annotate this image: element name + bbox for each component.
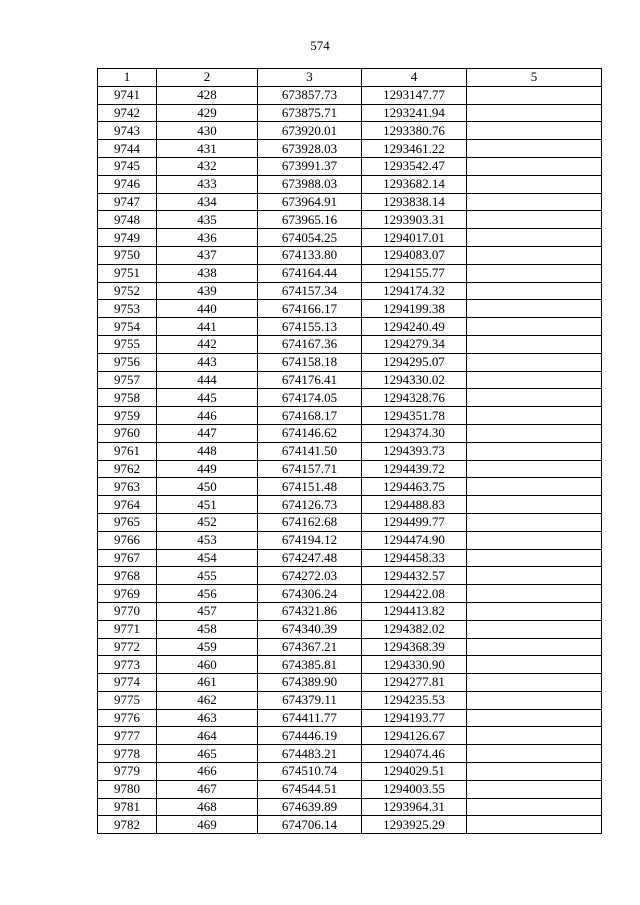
table-cell: 9781 bbox=[98, 798, 157, 816]
table-cell: 1294368.39 bbox=[362, 638, 467, 656]
table-cell: 9759 bbox=[98, 407, 157, 425]
table-cell: 674247.48 bbox=[258, 549, 362, 567]
column-header: 4 bbox=[362, 69, 467, 87]
table-cell bbox=[467, 104, 602, 122]
table-cell: 9780 bbox=[98, 780, 157, 798]
table-cell bbox=[467, 264, 602, 282]
table-cell: 9774 bbox=[98, 674, 157, 692]
table-cell bbox=[467, 620, 602, 638]
table-cell: 9764 bbox=[98, 496, 157, 514]
table-row bbox=[98, 193, 602, 211]
table-cell: 674054.25 bbox=[258, 229, 362, 247]
table-cell: 1294074.46 bbox=[362, 745, 467, 763]
table-cell: 1294328.76 bbox=[362, 389, 467, 407]
table-row bbox=[98, 389, 602, 407]
coordinates-table bbox=[97, 68, 602, 834]
table-cell: 1294240.49 bbox=[362, 318, 467, 336]
table-cell bbox=[467, 424, 602, 442]
table-cell: 1294235.53 bbox=[362, 691, 467, 709]
table-cell: 674146.62 bbox=[258, 424, 362, 442]
table-cell: 1294174.32 bbox=[362, 282, 467, 300]
table-cell: 674510.74 bbox=[258, 763, 362, 781]
table-cell: 459 bbox=[157, 638, 258, 656]
table-cell: 9749 bbox=[98, 229, 157, 247]
table-cell: 673875.71 bbox=[258, 104, 362, 122]
table-row bbox=[98, 798, 602, 816]
table-cell: 9761 bbox=[98, 442, 157, 460]
table-cell bbox=[467, 246, 602, 264]
table-cell bbox=[467, 638, 602, 656]
table-cell: 9773 bbox=[98, 656, 157, 674]
table-row bbox=[98, 140, 602, 158]
table-cell: 454 bbox=[157, 549, 258, 567]
table-cell: 1294017.01 bbox=[362, 229, 467, 247]
table-cell bbox=[467, 656, 602, 674]
table-cell: 458 bbox=[157, 620, 258, 638]
table-row bbox=[98, 691, 602, 709]
table-cell: 462 bbox=[157, 691, 258, 709]
table-cell: 1293925.29 bbox=[362, 816, 467, 834]
table-cell: 673920.01 bbox=[258, 122, 362, 140]
table-cell: 9746 bbox=[98, 175, 157, 193]
table-cell bbox=[467, 816, 602, 834]
table-cell bbox=[467, 727, 602, 745]
table-cell bbox=[467, 335, 602, 353]
table-cell: 448 bbox=[157, 442, 258, 460]
table-cell bbox=[467, 86, 602, 104]
table-cell: 1293241.94 bbox=[362, 104, 467, 122]
table-cell: 674141.50 bbox=[258, 442, 362, 460]
table-row bbox=[98, 86, 602, 104]
table-row bbox=[98, 157, 602, 175]
table-cell: 1294279.34 bbox=[362, 335, 467, 353]
table-cell: 9779 bbox=[98, 763, 157, 781]
table-row bbox=[98, 211, 602, 229]
table-cell: 1294474.90 bbox=[362, 531, 467, 549]
table-cell: 452 bbox=[157, 513, 258, 531]
table-cell: 1293542.47 bbox=[362, 157, 467, 175]
table-cell bbox=[467, 229, 602, 247]
table-cell bbox=[467, 157, 602, 175]
table-cell: 674272.03 bbox=[258, 567, 362, 585]
table-row bbox=[98, 620, 602, 638]
table-cell: 447 bbox=[157, 424, 258, 442]
table-cell: 674162.68 bbox=[258, 513, 362, 531]
table-cell: 1294382.02 bbox=[362, 620, 467, 638]
table-row bbox=[98, 638, 602, 656]
table-cell: 444 bbox=[157, 371, 258, 389]
table-row bbox=[98, 229, 602, 247]
table-cell: 674166.17 bbox=[258, 300, 362, 318]
table-cell bbox=[467, 674, 602, 692]
table-cell: 1294351.78 bbox=[362, 407, 467, 425]
table-row bbox=[98, 727, 602, 745]
table-cell: 673988.03 bbox=[258, 175, 362, 193]
table-cell: 674157.71 bbox=[258, 460, 362, 478]
table-cell bbox=[467, 211, 602, 229]
table-cell: 1294126.67 bbox=[362, 727, 467, 745]
table-cell bbox=[467, 745, 602, 763]
table-cell: 674379.11 bbox=[258, 691, 362, 709]
table-row bbox=[98, 335, 602, 353]
table-cell: 674158.18 bbox=[258, 353, 362, 371]
table-cell: 673857.73 bbox=[258, 86, 362, 104]
table-cell: 1294393.73 bbox=[362, 442, 467, 460]
table-cell bbox=[467, 140, 602, 158]
table-cell: 469 bbox=[157, 816, 258, 834]
table-cell: 9757 bbox=[98, 371, 157, 389]
table-cell: 433 bbox=[157, 175, 258, 193]
table-row bbox=[98, 478, 602, 496]
table-cell: 1294439.72 bbox=[362, 460, 467, 478]
table-cell: 456 bbox=[157, 585, 258, 603]
table-cell: 674639.89 bbox=[258, 798, 362, 816]
table-cell: 674176.41 bbox=[258, 371, 362, 389]
table-cell bbox=[467, 513, 602, 531]
table-cell: 440 bbox=[157, 300, 258, 318]
table-cell bbox=[467, 780, 602, 798]
table-cell bbox=[467, 193, 602, 211]
table-cell bbox=[467, 478, 602, 496]
table-cell: 1294374.30 bbox=[362, 424, 467, 442]
table-cell: 674483.21 bbox=[258, 745, 362, 763]
table-cell: 9775 bbox=[98, 691, 157, 709]
table-cell: 1294463.75 bbox=[362, 478, 467, 496]
table-row bbox=[98, 246, 602, 264]
table-cell: 673928.03 bbox=[258, 140, 362, 158]
table-cell: 673964.91 bbox=[258, 193, 362, 211]
table-row bbox=[98, 567, 602, 585]
table-cell: 674174.05 bbox=[258, 389, 362, 407]
column-header: 3 bbox=[258, 69, 362, 87]
table-cell: 437 bbox=[157, 246, 258, 264]
table-row bbox=[98, 585, 602, 603]
table-row bbox=[98, 460, 602, 478]
table-cell: 435 bbox=[157, 211, 258, 229]
table-cell bbox=[467, 300, 602, 318]
table-cell bbox=[467, 567, 602, 585]
table-cell: 1294277.81 bbox=[362, 674, 467, 692]
table-cell: 9762 bbox=[98, 460, 157, 478]
table-row bbox=[98, 816, 602, 834]
table-cell: 442 bbox=[157, 335, 258, 353]
table-row bbox=[98, 496, 602, 514]
table-row bbox=[98, 175, 602, 193]
table-cell: 9766 bbox=[98, 531, 157, 549]
table-cell: 1294029.51 bbox=[362, 763, 467, 781]
table-cell: 460 bbox=[157, 656, 258, 674]
table-row bbox=[98, 442, 602, 460]
table-cell: 1293461.22 bbox=[362, 140, 467, 158]
table-cell: 9777 bbox=[98, 727, 157, 745]
table-cell: 1294199.38 bbox=[362, 300, 467, 318]
table-cell: 1294413.82 bbox=[362, 602, 467, 620]
table-cell: 9752 bbox=[98, 282, 157, 300]
table-cell: 461 bbox=[157, 674, 258, 692]
table-cell: 674133.80 bbox=[258, 246, 362, 264]
table-row bbox=[98, 602, 602, 620]
table-cell: 1294458.33 bbox=[362, 549, 467, 567]
table-cell: 9782 bbox=[98, 816, 157, 834]
table-row bbox=[98, 104, 602, 122]
table-cell: 674306.24 bbox=[258, 585, 362, 603]
table-body bbox=[98, 86, 602, 833]
table-cell: 9769 bbox=[98, 585, 157, 603]
table-cell: 9751 bbox=[98, 264, 157, 282]
table-cell: 1294488.83 bbox=[362, 496, 467, 514]
table-cell: 674157.34 bbox=[258, 282, 362, 300]
table-row bbox=[98, 282, 602, 300]
table-cell: 9768 bbox=[98, 567, 157, 585]
table-cell: 674706.14 bbox=[258, 816, 362, 834]
table-cell: 674389.90 bbox=[258, 674, 362, 692]
table-cell: 9750 bbox=[98, 246, 157, 264]
table-cell: 446 bbox=[157, 407, 258, 425]
table-cell: 1294193.77 bbox=[362, 709, 467, 727]
table-row bbox=[98, 371, 602, 389]
table-cell: 464 bbox=[157, 727, 258, 745]
table-cell: 674544.51 bbox=[258, 780, 362, 798]
table-header-row bbox=[98, 69, 602, 87]
table-cell bbox=[467, 496, 602, 514]
table-cell: 1294422.08 bbox=[362, 585, 467, 603]
table-cell: 455 bbox=[157, 567, 258, 585]
table-cell: 1293380.76 bbox=[362, 122, 467, 140]
table-cell: 674321.86 bbox=[258, 602, 362, 620]
table-cell: 466 bbox=[157, 763, 258, 781]
table-cell: 9760 bbox=[98, 424, 157, 442]
table-cell bbox=[467, 798, 602, 816]
table-cell: 9771 bbox=[98, 620, 157, 638]
table-row bbox=[98, 353, 602, 371]
table-cell: 9743 bbox=[98, 122, 157, 140]
table-row bbox=[98, 531, 602, 549]
table-cell: 463 bbox=[157, 709, 258, 727]
table-cell: 9767 bbox=[98, 549, 157, 567]
table-cell bbox=[467, 282, 602, 300]
table-row bbox=[98, 656, 602, 674]
column-header: 5 bbox=[467, 69, 602, 87]
table-cell bbox=[467, 549, 602, 567]
table-cell: 457 bbox=[157, 602, 258, 620]
table-cell: 674194.12 bbox=[258, 531, 362, 549]
table-cell bbox=[467, 691, 602, 709]
table-row bbox=[98, 549, 602, 567]
table-cell bbox=[467, 585, 602, 603]
table-cell: 9763 bbox=[98, 478, 157, 496]
table-cell: 674167.36 bbox=[258, 335, 362, 353]
table-cell bbox=[467, 353, 602, 371]
table-cell: 465 bbox=[157, 745, 258, 763]
table-cell: 674155.13 bbox=[258, 318, 362, 336]
table-cell: 9772 bbox=[98, 638, 157, 656]
table-cell: 9776 bbox=[98, 709, 157, 727]
table-cell: 441 bbox=[157, 318, 258, 336]
table-cell bbox=[467, 602, 602, 620]
table-cell: 1293147.77 bbox=[362, 86, 467, 104]
column-header: 2 bbox=[157, 69, 258, 87]
table-row bbox=[98, 264, 602, 282]
table-cell: 1294083.07 bbox=[362, 246, 467, 264]
table-cell: 434 bbox=[157, 193, 258, 211]
table-row bbox=[98, 424, 602, 442]
page-number: 574 bbox=[310, 38, 330, 53]
table-cell: 451 bbox=[157, 496, 258, 514]
table-cell bbox=[467, 175, 602, 193]
table-row bbox=[98, 709, 602, 727]
table-cell: 1294432.57 bbox=[362, 567, 467, 585]
table-cell: 450 bbox=[157, 478, 258, 496]
table-row bbox=[98, 318, 602, 336]
table-cell: 9748 bbox=[98, 211, 157, 229]
table-cell: 1294295.07 bbox=[362, 353, 467, 371]
table-cell: 674446.19 bbox=[258, 727, 362, 745]
column-header: 1 bbox=[98, 69, 157, 87]
table-cell: 1294499.77 bbox=[362, 513, 467, 531]
table-cell: 673991.37 bbox=[258, 157, 362, 175]
table-cell: 674164.44 bbox=[258, 264, 362, 282]
table-cell: 467 bbox=[157, 780, 258, 798]
table-row bbox=[98, 745, 602, 763]
table-cell: 439 bbox=[157, 282, 258, 300]
table-cell bbox=[467, 763, 602, 781]
table-cell: 1294330.90 bbox=[362, 656, 467, 674]
table-cell: 9753 bbox=[98, 300, 157, 318]
table-cell: 9745 bbox=[98, 157, 157, 175]
table-cell: 436 bbox=[157, 229, 258, 247]
table-cell: 438 bbox=[157, 264, 258, 282]
table-cell: 431 bbox=[157, 140, 258, 158]
table-cell: 1293903.31 bbox=[362, 211, 467, 229]
table-cell: 1293682.14 bbox=[362, 175, 467, 193]
table-cell: 674151.48 bbox=[258, 478, 362, 496]
table-cell: 432 bbox=[157, 157, 258, 175]
table-cell: 674411.77 bbox=[258, 709, 362, 727]
table-row bbox=[98, 763, 602, 781]
table-cell: 9747 bbox=[98, 193, 157, 211]
table-cell: 674340.39 bbox=[258, 620, 362, 638]
table-cell: 1294003.55 bbox=[362, 780, 467, 798]
table-cell: 445 bbox=[157, 389, 258, 407]
table-cell: 9756 bbox=[98, 353, 157, 371]
table-cell: 443 bbox=[157, 353, 258, 371]
table-cell: 9770 bbox=[98, 602, 157, 620]
table-row bbox=[98, 674, 602, 692]
table-row bbox=[98, 407, 602, 425]
table-cell: 9744 bbox=[98, 140, 157, 158]
table-cell bbox=[467, 407, 602, 425]
table-cell: 449 bbox=[157, 460, 258, 478]
table-cell: 9778 bbox=[98, 745, 157, 763]
table-cell: 1293838.14 bbox=[362, 193, 467, 211]
table-cell bbox=[467, 460, 602, 478]
table-cell bbox=[467, 442, 602, 460]
table-cell: 674385.81 bbox=[258, 656, 362, 674]
table-cell: 430 bbox=[157, 122, 258, 140]
table-cell: 453 bbox=[157, 531, 258, 549]
table-cell: 674126.73 bbox=[258, 496, 362, 514]
table-cell: 1294330.02 bbox=[362, 371, 467, 389]
table-cell: 468 bbox=[157, 798, 258, 816]
table-cell bbox=[467, 389, 602, 407]
table-cell bbox=[467, 709, 602, 727]
table-cell bbox=[467, 371, 602, 389]
table-cell: 1294155.77 bbox=[362, 264, 467, 282]
table-cell: 428 bbox=[157, 86, 258, 104]
table-row bbox=[98, 513, 602, 531]
table-row bbox=[98, 780, 602, 798]
table-cell: 9742 bbox=[98, 104, 157, 122]
table-cell bbox=[467, 318, 602, 336]
table-cell: 429 bbox=[157, 104, 258, 122]
table-cell: 673965.16 bbox=[258, 211, 362, 229]
table-cell: 9758 bbox=[98, 389, 157, 407]
table-cell: 674168.17 bbox=[258, 407, 362, 425]
table-cell: 9755 bbox=[98, 335, 157, 353]
table-cell: 9741 bbox=[98, 86, 157, 104]
table-cell: 9754 bbox=[98, 318, 157, 336]
table-cell: 1293964.31 bbox=[362, 798, 467, 816]
table-cell bbox=[467, 531, 602, 549]
table-row bbox=[98, 122, 602, 140]
table-cell: 9765 bbox=[98, 513, 157, 531]
table-row bbox=[98, 300, 602, 318]
table-cell bbox=[467, 122, 602, 140]
table-cell: 674367.21 bbox=[258, 638, 362, 656]
